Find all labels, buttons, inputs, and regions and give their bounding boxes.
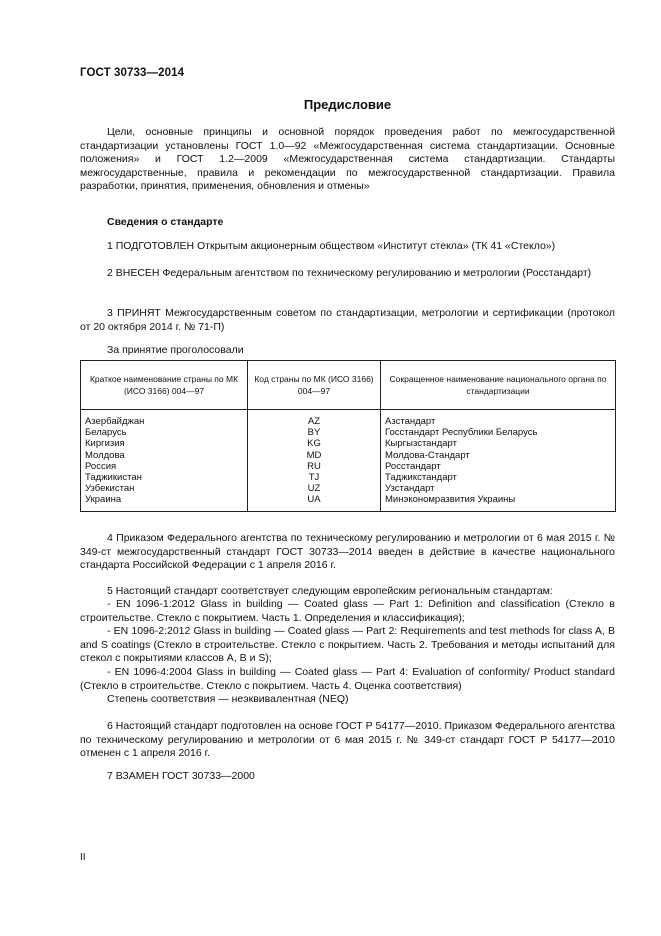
item-3-adopted: 3 ПРИНЯТ Межгосударственным советом по стандартизации, метрологии и сертификации (протокол от 20 октября 2014 г. № 71-П): [80, 307, 615, 333]
item-2-introduced: 2 ВНЕСЕН Федеральным агентством по техническому регулированию и метрологии (Росстандарт): [107, 267, 592, 279]
item-6-basis: 6 Настоящий стандарт подготовлен на основе ГОСТ Р 54177—2010. Приказом Федерального агентства по техническому регулированию и метрологии от 6 мая 2015 г. № 349-ст стандарт ГОСТ Р 54177—2010 отменен с 1 апреля 2016 г.: [80, 720, 615, 759]
country-cell: Таджикистан: [85, 472, 142, 484]
authority-cell: Росстандарт: [385, 460, 441, 472]
country-cell: Украина: [85, 494, 122, 506]
code-column: [248, 410, 381, 512]
item-4-order: 4 Приказом Федерального агентства по техническому регулированию и метрологии от 6 мая 2015 г. № 349-ст межгосударственный стандарт ГОСТ 30733—2014 введен в действие в качестве национального стандарта Российской Федерации с 1 апреля 2016 г.: [80, 532, 615, 571]
country-cell: Узбекистан: [85, 483, 135, 495]
code-cell: TJ: [308, 472, 320, 484]
item-5-degree: Степень соответствия — неэквивалентная (NEQ): [107, 693, 349, 705]
intro-paragraph: Цели, основные принципы и основной порядок проведения работ по межгосударственной стандартизации установлены ГОСТ 1.0—92 «Межгосударственная система стандартизации. Основные положения» и ГОСТ 1.2—2009 «Межгосударственная система стандартизации. Стандарты межгосударственные, правила и рекомендации по межгосударственной стандартизации. Правила разработки, принятия, применения, обновления и отмены»: [80, 126, 615, 192]
authority-cell: Кыргызстандарт: [385, 438, 457, 450]
column-header-country: Краткое наименование страны по МК (ИСО 3166) 004—97: [81, 361, 248, 410]
code-cell: UA: [307, 494, 321, 506]
table-body-row: [81, 410, 616, 512]
item-5-en-1096-4: - EN 1096-4:2004 Glass in building — Coated glass — Part 4: Evaluation of conformity/ Product standard (Стекло в строительстве. Стекло с покрытием. Часть 4. Оценка соответствия): [80, 666, 615, 692]
authority-cell: Минэкономразвития Украины: [385, 494, 516, 506]
country-cell: Молдова: [85, 449, 125, 461]
authority-cell: Узстандарт: [385, 483, 435, 495]
item-5-en-1096-2: - EN 1096-2:2012 Glass in building — Coated glass — Part 2: Requirements and test methods for class A, B and S coatings (Стекло в строительстве. Стекло с покрытием. Часть 2. Требования и методы испытаний для стекол с покрытиями классов A, B и S);: [80, 625, 615, 664]
item-5-en-1096-1: - EN 1096-1:2012 Glass in building — Coated glass — Part 1: Definition and classification (Стекло в строительстве. Стекло с покрытием. Часть 1. Определения и классификация);: [80, 598, 615, 624]
voting-countries-table: [80, 360, 616, 512]
authority-cell: Азстандарт: [385, 416, 436, 427]
page-number: II: [80, 852, 86, 863]
authority-cell: Молдова-Стандарт: [385, 449, 470, 461]
code-cell: MD: [306, 449, 322, 461]
table-header-row: [81, 361, 616, 410]
code-cell: UZ: [307, 483, 321, 495]
country-cell: Азербайджан: [85, 416, 145, 427]
code-cell: BY: [307, 427, 321, 439]
country-cell: Киргизия: [85, 438, 125, 450]
country-column: [81, 410, 248, 512]
code-cell: AZ: [307, 416, 321, 427]
country-cell: Беларусь: [85, 427, 127, 439]
standard-code-header: ГОСТ 30733—2014: [80, 67, 185, 79]
country-cell: Россия: [85, 460, 117, 472]
column-header-code: Код страны по МК (ИСО 3166) 004—97: [248, 361, 381, 410]
item-5-lead: 5 Настоящий стандарт соответствует следующим европейским региональным стандартам:: [107, 585, 553, 597]
item-1-prepared: 1 ПОДГОТОВЛЕН Открытым акционерным обществом «Институт стекла» (ТК 41 «Стекло»): [107, 240, 556, 252]
column-header-authority: Сокращенное наименование национального органа по стандартизации: [381, 361, 616, 410]
code-cell: KG: [307, 438, 321, 450]
page-title: Предисловие: [303, 97, 392, 112]
vote-label: За принятие проголосовали: [107, 344, 244, 356]
authority-cell: Госстандарт Республики Беларусь: [385, 427, 538, 439]
info-heading: Сведения о стандарте: [107, 216, 224, 228]
item-7-replaces: 7 ВЗАМЕН ГОСТ 30733—2000: [107, 770, 255, 782]
code-cell: RU: [307, 460, 321, 472]
authority-cell: Таджикстандарт: [385, 472, 457, 484]
authority-column: [381, 410, 616, 512]
